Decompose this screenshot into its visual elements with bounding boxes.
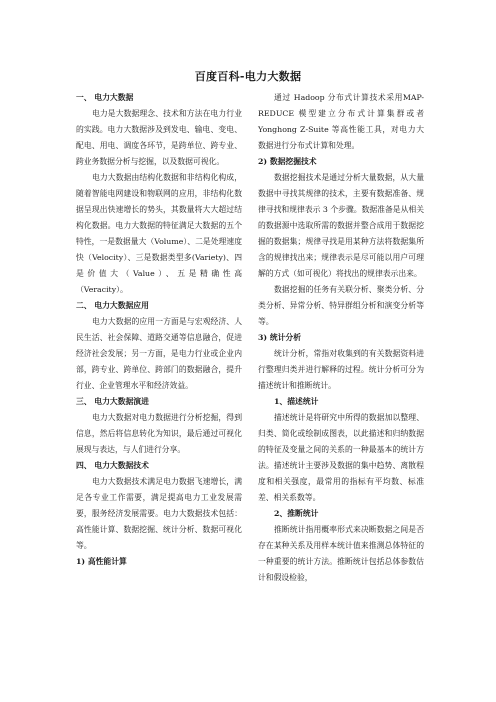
paragraph: 电力大数据技术满足电力数据飞速增长，满足各专业工作需要，满足提高电力工业发展需要，服务经济发展需要。电力大数据技术包括：高性能计算、数据挖掘、统计分析、数据可视化等。	[76, 477, 242, 550]
paragraph: 数据挖掘技术是通过分析大量数据，从大量数据中寻找其规律的技术，主要有数据准备、规律寻找和规律表示 3 个步骤。数据准备是从相关的数据源中选取所需的数据并整合成用于数据挖掘的数据集；规律寻找是用某种方法将数据集所含的规律找出来；规律表示是尽可能以用户可理解的方式（如可视化）将找出的规律表示出来。	[258, 173, 424, 278]
section-heading-1: 一、 电力大数据	[76, 93, 134, 102]
subsection-heading-2: 2) 数据挖掘技术	[258, 157, 317, 166]
document-title: 百度百科-电力大数据	[194, 70, 302, 83]
paragraph: 统计分析，常指对收集到的有关数据资料进行整理归类并进行解释的过程。统计分析可分为描述统计和推断统计。	[258, 349, 424, 390]
sub-subsection-heading-1: 1、描述统计	[274, 397, 319, 406]
paragraph: 数据挖掘的任务有关联分析、聚类分析、分类分析、异常分析、特异群组分析和演变分析等等。	[258, 285, 424, 326]
left-column	[76, 90, 242, 570]
paragraph: 电力是大数据理念、技术和方法在电力行业的实践。电力大数据涉及到发电、输电、变电、配电、用电、调度各环节，是跨单位、跨专业、跨业务数据分析与挖掘，以及数据可视化。	[76, 109, 242, 166]
subsection-heading-3: 3) 统计分析	[258, 333, 302, 342]
section-heading-4: 四、 电力大数据技术	[76, 461, 149, 470]
paragraph: 通过 Hadoop 分布式计算技术采用MAP-REDUCE 模型建立分布式计算集群或者 Yonghong Z-Suite 等高性能工具，对电力大数据进行分布式计算和处理。	[258, 93, 424, 150]
section-heading-2: 二、 电力大数据应用	[76, 301, 149, 310]
paragraph: 电力大数据对电力数据进行分析挖掘，得到信息，然后将信息转化为知识，最后通过可视化展现与表达，与人们进行分享。	[76, 413, 242, 454]
sub-subsection-heading-2: 2、推断统计	[274, 509, 319, 518]
subsection-heading-1: 1) 高性能计算	[76, 557, 127, 566]
right-column	[258, 90, 424, 586]
paragraph: 电力大数据的应用一方面是与宏观经济、人民生活、社会保障、道路交通等信息融合，促进经济社会发展；另一方面，是电力行业或企业内部，跨专业、跨单位、跨部门的数据融合，提升行业、企业管理水平和经济效益。	[76, 317, 242, 390]
section-heading-3: 三、 电力大数据演进	[76, 397, 149, 406]
paragraph: 描述统计是将研究中所得的数据加以整理、归类、简化或绘制成图表，以此描述和归纳数据的特征及变量之间的关系的一种最基本的统计方法。描述统计主要涉及数据的集中趋势、离散程度和相关强度，最常用的指标有平均数、标准差、相关系数等。	[258, 413, 424, 502]
paragraph: 电力大数据由结构化数据和非结构化构成，随着智能电网建设和物联网的应用，非结构化数据呈现出快速增长的势头，其数量将大大超过结构化数据。电力大数据的特征满足大数据的五个特性，一是数据量大（Volume）、二是处理速度快（Velocity）、三是数据类型多(Variety)、四是价值大（Value）、五是精确性高（Veracity）。	[76, 173, 242, 294]
paragraph: 推断统计指用概率形式来决断数据之间是否存在某种关系及用样本统计值来推测总体特征的一种重要的统计方法。推断统计包括总体参数估计和假设检验，	[258, 525, 424, 582]
